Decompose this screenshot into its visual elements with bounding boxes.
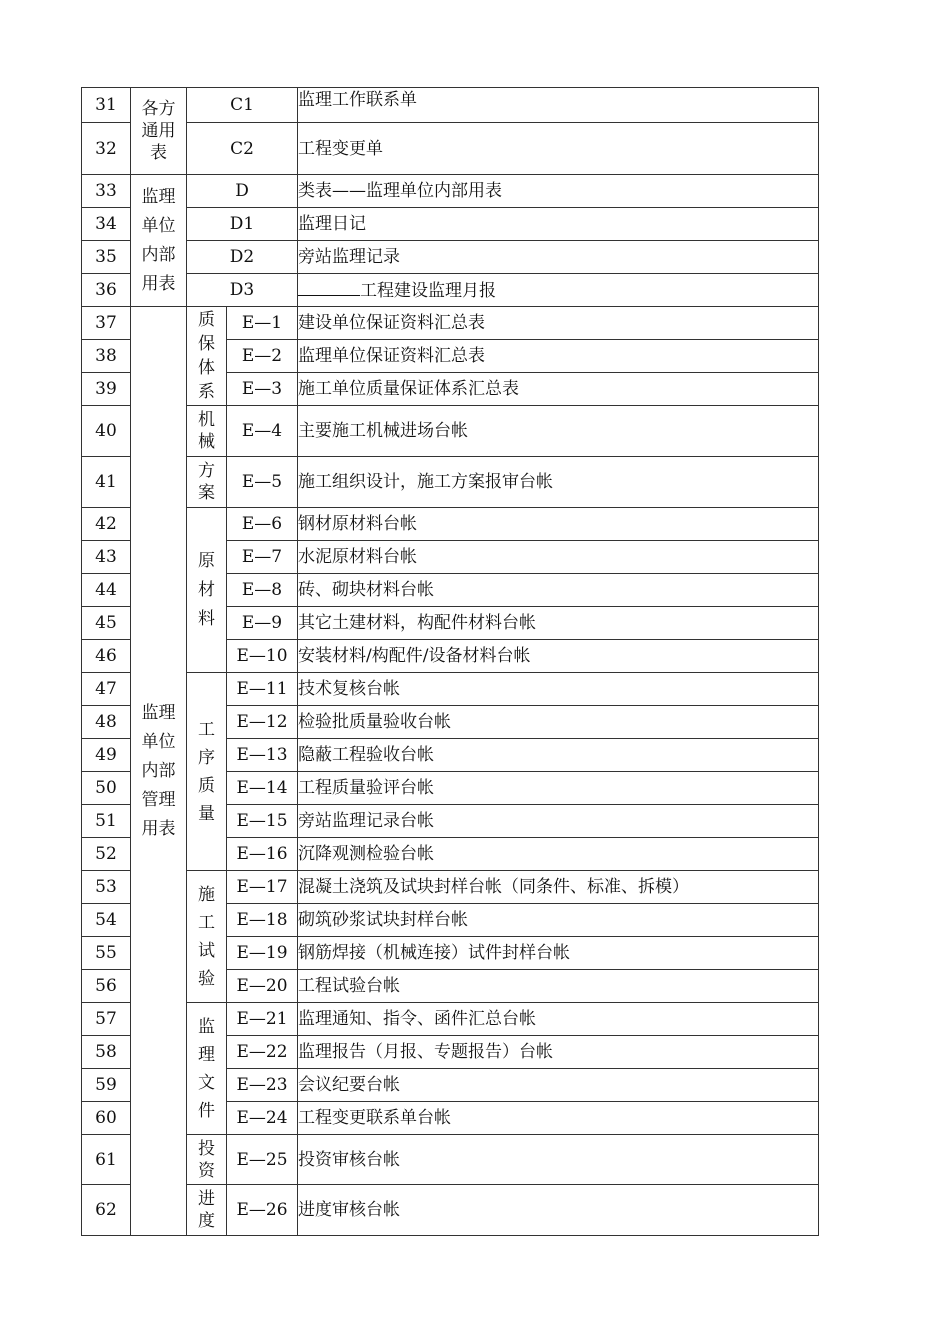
group-label-common: 各方通用表 xyxy=(131,88,187,175)
form-code: E—25 xyxy=(227,1135,298,1185)
form-code: E—14 xyxy=(227,772,298,805)
form-name: 技术复核台帐 xyxy=(298,673,819,706)
row-number: 37 xyxy=(82,307,131,340)
row-number: 62 xyxy=(82,1185,131,1236)
row-number: 33 xyxy=(82,175,131,208)
form-name: 旁站监理记录台帐 xyxy=(298,805,819,838)
form-name: 工程建设监理月报 xyxy=(298,274,819,307)
document-index-table xyxy=(81,87,819,1236)
form-name: 会议纪要台帐 xyxy=(298,1069,819,1102)
row-number: 60 xyxy=(82,1102,131,1135)
table-row xyxy=(82,241,819,274)
form-code: C2 xyxy=(187,123,298,175)
form-name: 砌筑砂浆试块封样台帐 xyxy=(298,904,819,937)
subgroup-label-process: 工序质量 xyxy=(187,673,227,871)
row-number: 38 xyxy=(82,340,131,373)
row-number: 46 xyxy=(82,640,131,673)
row-number: 35 xyxy=(82,241,131,274)
row-number: 50 xyxy=(82,772,131,805)
form-code: E—18 xyxy=(227,904,298,937)
row-number: 49 xyxy=(82,739,131,772)
form-code: D2 xyxy=(187,241,298,274)
table-row xyxy=(82,508,819,541)
form-name: 监理日记 xyxy=(298,208,819,241)
table-row xyxy=(82,88,819,123)
form-code: E—12 xyxy=(227,706,298,739)
subgroup-label-plan: 方案 xyxy=(187,457,227,508)
form-name: 监理工作联系单 xyxy=(298,88,819,123)
group-label-manage: 监理单位内部管理用表 xyxy=(131,307,187,1236)
form-code: E—5 xyxy=(227,457,298,508)
form-name: 混凝土浇筑及试块封样台帐（同条件、标准、拆模） xyxy=(298,871,819,904)
form-code: E—19 xyxy=(227,937,298,970)
row-number: 42 xyxy=(82,508,131,541)
row-number: 41 xyxy=(82,457,131,508)
form-name: 水泥原材料台帐 xyxy=(298,541,819,574)
form-code: C1 xyxy=(187,88,298,123)
form-name: 安装材料/构配件/设备材料台帐 xyxy=(298,640,819,673)
group-label-internal: 监理单位内部用表 xyxy=(131,175,187,307)
form-name: 其它土建材料，构配件材料台帐 xyxy=(298,607,819,640)
form-code: E—3 xyxy=(227,373,298,406)
subgroup-label-test: 施工试验 xyxy=(187,871,227,1003)
row-number: 59 xyxy=(82,1069,131,1102)
row-number: 57 xyxy=(82,1003,131,1036)
row-number: 53 xyxy=(82,871,131,904)
form-name: 施工组织设计，施工方案报审台帐 xyxy=(298,457,819,508)
table-row xyxy=(82,274,819,307)
form-code: E—21 xyxy=(227,1003,298,1036)
form-name: 投资审核台帐 xyxy=(298,1135,819,1185)
subgroup-label-machine: 机械 xyxy=(187,406,227,457)
table-row xyxy=(82,1003,819,1036)
form-name: 监理单位保证资料汇总表 xyxy=(298,340,819,373)
row-number: 39 xyxy=(82,373,131,406)
table-row xyxy=(82,1185,819,1236)
form-code: E—23 xyxy=(227,1069,298,1102)
form-name: 工程变更联系单台帐 xyxy=(298,1102,819,1135)
form-name: 建设单位保证资料汇总表 xyxy=(298,307,819,340)
form-code: E—24 xyxy=(227,1102,298,1135)
form-code: E—2 xyxy=(227,340,298,373)
row-number: 52 xyxy=(82,838,131,871)
form-code: E—9 xyxy=(227,607,298,640)
form-name: 钢筋焊接（机械连接）试件封样台帐 xyxy=(298,937,819,970)
table-row xyxy=(82,175,819,208)
form-code: D1 xyxy=(187,208,298,241)
subgroup-label-docs: 监理文件 xyxy=(187,1003,227,1135)
row-number: 32 xyxy=(82,123,131,175)
form-code: E—1 xyxy=(227,307,298,340)
form-code: D3 xyxy=(187,274,298,307)
row-number: 36 xyxy=(82,274,131,307)
form-code: E—8 xyxy=(227,574,298,607)
table-row xyxy=(82,406,819,457)
form-code: E—15 xyxy=(227,805,298,838)
row-number: 55 xyxy=(82,937,131,970)
subgroup-label-progress: 进度 xyxy=(187,1185,227,1236)
table-row xyxy=(82,1135,819,1185)
subgroup-label-invest: 投资 xyxy=(187,1135,227,1185)
form-name: 类表——监理单位内部用表 xyxy=(298,175,819,208)
row-number: 54 xyxy=(82,904,131,937)
form-name: 工程质量验评台帐 xyxy=(298,772,819,805)
fill-in-blank xyxy=(298,279,360,296)
form-code: E—4 xyxy=(227,406,298,457)
row-number: 48 xyxy=(82,706,131,739)
form-name: 工程变更单 xyxy=(298,123,819,175)
form-name: 工程试验台帐 xyxy=(298,970,819,1003)
form-code: E—16 xyxy=(227,838,298,871)
row-number: 56 xyxy=(82,970,131,1003)
table-row xyxy=(82,123,819,175)
form-name: 旁站监理记录 xyxy=(298,241,819,274)
row-number: 58 xyxy=(82,1036,131,1069)
row-number: 40 xyxy=(82,406,131,457)
form-code: E—10 xyxy=(227,640,298,673)
form-name: 沉降观测检验台帐 xyxy=(298,838,819,871)
subgroup-label-quality-system: 质保体系 xyxy=(187,307,227,406)
form-code: E—6 xyxy=(227,508,298,541)
form-name: 施工单位质量保证体系汇总表 xyxy=(298,373,819,406)
form-name: 主要施工机械进场台帐 xyxy=(298,406,819,457)
form-name: 钢材原材料台帐 xyxy=(298,508,819,541)
form-code: E—13 xyxy=(227,739,298,772)
form-code: E—11 xyxy=(227,673,298,706)
subgroup-label-material: 原材料 xyxy=(187,508,227,673)
form-name: 进度审核台帐 xyxy=(298,1185,819,1236)
row-number: 44 xyxy=(82,574,131,607)
table-row xyxy=(82,457,819,508)
table-row xyxy=(82,673,819,706)
row-number: 45 xyxy=(82,607,131,640)
form-code: E—22 xyxy=(227,1036,298,1069)
form-code: E—17 xyxy=(227,871,298,904)
form-name: 监理报告（月报、专题报告）台帐 xyxy=(298,1036,819,1069)
row-number: 31 xyxy=(82,88,131,123)
form-name: 隐蔽工程验收台帐 xyxy=(298,739,819,772)
form-name: 监理通知、指令、函件汇总台帐 xyxy=(298,1003,819,1036)
table-row xyxy=(82,871,819,904)
form-code: D xyxy=(187,175,298,208)
form-name: 砖、砌块材料台帐 xyxy=(298,574,819,607)
form-code: E—7 xyxy=(227,541,298,574)
row-number: 51 xyxy=(82,805,131,838)
form-code: E—26 xyxy=(227,1185,298,1236)
form-code: E—20 xyxy=(227,970,298,1003)
table-row xyxy=(82,208,819,241)
row-number: 61 xyxy=(82,1135,131,1185)
row-number: 47 xyxy=(82,673,131,706)
form-name: 检验批质量验收台帐 xyxy=(298,706,819,739)
row-number: 43 xyxy=(82,541,131,574)
row-number: 34 xyxy=(82,208,131,241)
table-row xyxy=(82,307,819,340)
